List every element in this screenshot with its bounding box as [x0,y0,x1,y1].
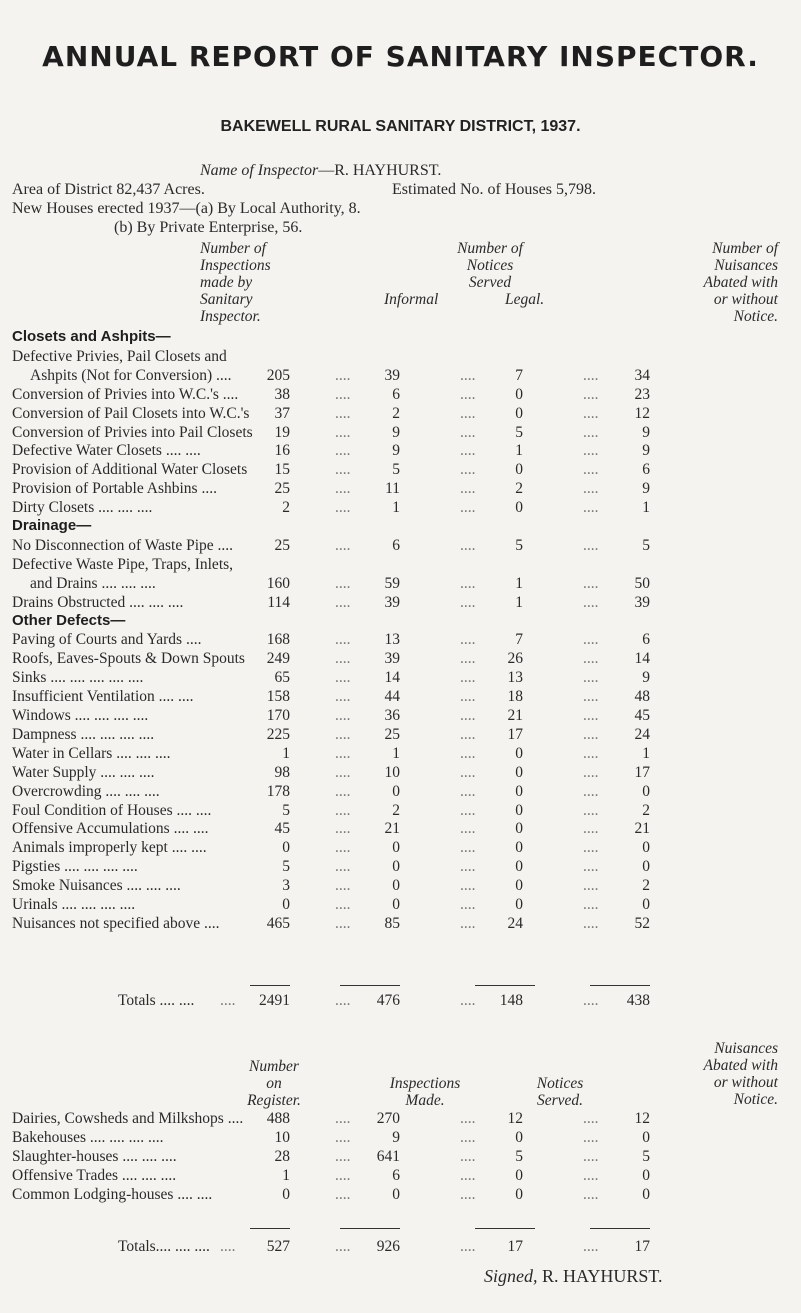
table-row: Dairies, Cowsheds and Milkshops .... 488 .... 270 .... 12 .... 12 [12,1110,650,1127]
table-row: Animals improperly kept .... .... 0 .... 0 .... 0 .... 0 [12,839,650,857]
table-row: Dirty Closets .... .... .... 2 .... 1 .... 0 .... 1 [12,499,650,517]
row-label: Provision of Portable Ashbins .... [12,480,217,498]
section-title: Other Defects— [12,611,126,629]
cell-value: 98 [274,763,290,781]
table-row: Overcrowding .... .... .... 178 .... 0 .... 0 .... 0 [12,782,650,800]
table-row: Conversion of Pail Closets into W.C.'s 37 .... 2 .... 0 .... 12 [12,404,650,422]
row-label: Animals improperly kept .... .... [12,839,207,857]
cell-value: 34 [634,366,650,384]
row-label: Defective Privies, Pail Closets and [12,347,227,365]
table-row: No Disconnection of Waste Pipe .... 25 .... 6 .... 5 .... 5 [12,536,650,554]
cell-value: 0 [642,1186,650,1203]
table-row: Defective Water Closets .... .... 16 .... 9 .... 1 .... 9 [12,442,650,460]
row-label: Pigsties .... .... .... .... [12,858,138,876]
cell-value: 14 [634,650,650,668]
cell-value: 0 [282,896,290,913]
cell-value: 2 [392,801,400,819]
cell-value: 158 [266,688,290,706]
header-notices-served: Notices Served. [536,1075,584,1109]
cell-value: 0 [392,839,400,857]
cell-value: 10 [384,763,400,781]
table-row: Water Supply .... .... .... 98 .... 10 .... 0 .... 17 [12,763,650,781]
cell-value: 0 [642,839,650,857]
row-label: Dairies, Cowsheds and Milkshops .... [12,1110,244,1127]
cell-value: 9 [392,423,400,441]
header-inspections: Number of Inspections made by Sanitary Inspector. [200,240,271,325]
signed-name: R. HAYHURST. [542,1266,663,1286]
row-label: Slaughter-houses .... .... .... [12,1148,177,1165]
row-label: Common Lodging-houses .... .... [12,1186,213,1203]
rule [250,985,290,986]
cell-value: 6 [392,385,400,403]
cell-value: 0 [282,1186,290,1203]
row-label: and Drains .... .... .... [30,574,156,592]
cell-value: 2 [642,801,650,819]
cell-value: 65 [274,669,290,687]
cell-value: 11 [385,480,400,498]
cell-value: 0 [515,744,523,762]
table-row [0,348,801,368]
cell-value: 160 [266,574,290,592]
row-label: Roofs, Eaves-Spouts & Down Spouts [12,650,245,668]
cell-value: 25 [384,725,400,743]
table-row [0,556,801,576]
header-notices: Number of Notices Served [457,240,523,291]
cell-value: 225 [266,725,290,743]
row-label: Defective Water Closets .... .... [12,442,201,460]
cell-value: 1 [515,442,523,460]
header-nuisances: Number of Nuisances Abated with or without Notice. [703,240,778,325]
cell-value: 45 [274,820,290,838]
cell-value: 1 [642,744,650,762]
cell-value: 2 [515,480,523,498]
table-row: Paving of Courts and Yards .... 168 .... 13 .... 7 .... 6 [12,631,650,649]
cell-value: 270 [376,1110,400,1127]
cell-value: 168 [266,631,290,649]
area-line: Area of District 82,437 Acres. [12,181,205,198]
cell-value: 0 [515,820,523,838]
cell-value: 1 [515,593,523,611]
new-houses-b: (b) By Private Enterprise, 56. [114,219,303,236]
table-row: Foul Condition of Houses .... .... 5 .... 2 .... 0 .... 2 [12,801,650,819]
row-label: Conversion of Privies into W.C.'s .... [12,385,239,403]
cell-value: 50 [634,574,650,592]
cell-value: 5 [642,1148,650,1165]
section-title: Closets and Ashpits— [12,328,171,345]
cell-value: 0 [515,1186,523,1203]
cell-value: 9 [642,669,650,687]
table-row: Nuisances not specified above .... 465 .... 85 .... 24 .... 52 [12,914,650,932]
cell-value: 25 [274,536,290,554]
cell-value: 0 [642,1129,650,1146]
cell-value: 39 [384,366,400,384]
cell-value: 249 [266,650,290,668]
row-label: Water Supply .... .... .... [12,763,155,781]
cell-value: 1 [392,744,400,762]
row-label: Urinals .... .... .... .... [12,896,136,913]
totals-row-1: Totals .... .... .... 2491 .... 476 .... 148 .... 438 [118,992,650,1009]
cell-value: 6 [392,536,400,554]
row-label: Offensive Trades .... .... .... [12,1167,177,1184]
cell-value: 0 [642,896,650,913]
cell-value: 0 [515,858,523,876]
cell-value: 45 [634,707,650,724]
cell-value: 114 [267,593,290,611]
inspector-name: —R. HAYHURST. [318,162,442,179]
cell-value: 12 [634,404,650,422]
cell-value: 0 [515,763,523,781]
rule [475,1228,535,1229]
cell-value: 9 [642,442,650,460]
header-register: Number on Register. [247,1058,301,1109]
cell-value: 1 [642,499,650,517]
cell-value: 9 [392,442,400,460]
row-label: Bakehouses .... .... .... .... [12,1129,164,1146]
cell-value: 39 [634,593,650,611]
cell-value: 2 [392,404,400,422]
header-legal: Legal. [505,291,545,308]
cell-value: 9 [642,423,650,441]
cell-value: 0 [642,1167,650,1184]
cell-value: 7 [515,631,523,649]
cell-value: 178 [266,782,290,800]
cell-value: 0 [392,896,400,913]
cell-value: 0 [515,801,523,819]
cell-value: 488 [266,1110,290,1127]
cell-value: 7 [515,366,523,384]
cell-value: 21 [634,820,650,838]
table-row: Common Lodging-houses .... .... 0 .... 0 .... 0 .... 0 [12,1186,650,1203]
cell-value: 6 [392,1167,400,1184]
cell-value: 0 [282,839,290,857]
row-label: Foul Condition of Houses .... .... [12,801,212,819]
header-nuisances-abated: Nuisances Abated with or without Notice. [703,1040,778,1108]
table-row: and Drains .... .... .... 160 .... 59 .... 1 .... 50 [30,574,650,592]
cell-value: 26 [507,650,523,668]
rule [340,985,400,986]
cell-value: 10 [274,1129,290,1146]
table-row: Pigsties .... .... .... .... 5 .... 0 .... 0 .... 0 [12,858,650,876]
cell-value: 24 [634,725,650,743]
row-label: Conversion of Privies into Pail Closets [12,423,253,441]
cell-value: 44 [384,688,400,706]
cell-value: 0 [642,782,650,800]
cell-value: 59 [384,574,400,592]
cell-value: 25 [274,480,290,498]
row-label: Windows .... .... .... .... [12,707,149,724]
rule [475,985,535,986]
cell-value: 0 [392,877,400,895]
cell-value: 36 [384,707,400,724]
cell-value: 1 [392,499,400,517]
cell-value: 38 [274,385,290,403]
cell-value: 1 [282,1167,290,1184]
cell-value: 0 [392,858,400,876]
cell-value: 5 [282,858,290,876]
row-label: Defective Waste Pipe, Traps, Inlets, [12,555,234,573]
cell-value: 24 [507,914,523,932]
table-row: Dampness .... .... .... .... 225 .... 25 .... 17 .... 24 [12,725,650,743]
table-row: Urinals .... .... .... .... 0 .... 0 .... 0 .... 0 [12,896,650,913]
cell-value: 9 [392,1129,400,1146]
table-row: Conversion of Privies into W.C.'s .... 38 .... 6 .... 0 .... 23 [12,385,650,403]
cell-value: 5 [515,1148,523,1165]
table-row: Insufficient Ventilation .... .... 158 .... 44 .... 18 .... 48 [12,688,650,706]
table-row: Smoke Nuisances .... .... .... 3 .... 0 .... 0 .... 2 [12,877,650,895]
cell-value: 28 [274,1148,290,1165]
table-row: Bakehouses .... .... .... .... 10 .... 9 .... 0 .... 0 [12,1129,650,1146]
cell-value: 2 [282,499,290,517]
row-label: Dirty Closets .... .... .... [12,499,153,517]
cell-value: 5 [642,536,650,554]
cell-value: 0 [515,896,523,913]
header-inspections-made: Inspections Made. [389,1075,461,1109]
cell-value: 48 [634,688,650,706]
cell-value: 85 [384,914,400,932]
cell-value: 0 [392,782,400,800]
table-row: Offensive Accumulations .... .... 45 .... 21 .... 0 .... 21 [12,820,650,838]
row-label: Overcrowding .... .... .... [12,782,160,800]
cell-value: 170 [266,707,290,724]
cell-value: 13 [384,631,400,649]
cell-value: 14 [384,669,400,687]
district-subtitle: BAKEWELL RURAL SANITARY DISTRICT, 1937. [220,118,581,135]
table-row: Provision of Portable Ashbins .... 25 .... 11 .... 2 .... 9 [12,480,650,498]
row-label: Nuisances not specified above .... [12,914,220,932]
cell-value: 18 [507,688,523,706]
cell-value: 39 [384,650,400,668]
cell-value: 19 [274,423,290,441]
row-label: Conversion of Pail Closets into W.C.'s [12,404,250,422]
signed-label: Signed, [484,1266,538,1286]
cell-value: 0 [515,461,523,479]
table-row: Provision of Additional Water Closets 15 .... 5 .... 0 .... 6 [12,461,650,479]
cell-value: 205 [266,366,290,384]
row-label: Provision of Additional Water Closets [12,461,248,479]
cell-value: 17 [507,725,523,743]
totals-row-2: Totals.... .... .... .... 527 .... 926 .... 17 .... 17 [118,1238,650,1255]
row-label: Ashpits (Not for Conversion) .... [30,366,232,384]
cell-value: 465 [266,914,290,932]
cell-value: 5 [515,536,523,554]
inspector-line [200,162,441,180]
report-title: ANNUAL REPORT OF SANITARY INSPECTOR. [42,40,759,73]
header-informal: Informal [384,291,439,308]
table-row: Offensive Trades .... .... .... 1 .... 6 .... 0 .... 0 [12,1167,650,1184]
cell-value: 2 [642,877,650,895]
cell-value: 0 [515,782,523,800]
row-label: Drains Obstructed .... .... .... [12,593,184,611]
row-label: No Disconnection of Waste Pipe .... [12,536,234,554]
cell-value: 21 [507,707,523,724]
cell-value: 1 [282,744,290,762]
cell-value: 0 [515,839,523,857]
row-label: Water in Cellars .... .... .... [12,744,171,762]
houses-line: Estimated No. of Houses 5,798. [392,181,596,198]
cell-value: 17 [634,763,650,781]
table-row: Drains Obstructed .... .... .... 114 .... 39 .... 1 .... 39 [12,593,650,611]
cell-value: 15 [274,461,290,479]
cell-value: 0 [642,858,650,876]
cell-value: 9 [642,480,650,498]
cell-value: 5 [515,423,523,441]
new-houses-a: New Houses erected 1937—(a) By Local Authority, 8. [12,200,361,217]
cell-value: 5 [282,801,290,819]
cell-value: 23 [634,385,650,403]
cell-value: 12 [634,1110,650,1127]
cell-value: 6 [642,461,650,479]
cell-value: 0 [515,404,523,422]
cell-value: 0 [392,1186,400,1203]
cell-value: 16 [274,442,290,460]
rule [250,1228,290,1229]
rule [590,985,650,986]
section-title: Drainage— [12,517,92,534]
cell-value: 21 [384,820,400,838]
row-label: Smoke Nuisances .... .... .... [12,877,181,895]
cell-value: 39 [384,593,400,611]
rule [590,1228,650,1229]
table-row: Conversion of Privies into Pail Closets 19 .... 9 .... 5 .... 9 [12,423,650,441]
cell-value: 0 [515,1129,523,1146]
cell-value: 5 [392,461,400,479]
cell-value: 1 [515,574,523,592]
cell-value: 6 [642,631,650,649]
row-label: Offensive Accumulations .... .... [12,820,209,838]
cell-value: 0 [515,385,523,403]
cell-value: 3 [282,877,290,895]
row-label: Sinks .... .... .... .... .... [12,669,144,687]
cell-value: 641 [376,1148,400,1165]
cell-value: 0 [515,499,523,517]
table-row: Slaughter-houses .... .... .... 28 .... 641 .... 5 .... 5 [12,1148,650,1165]
row-label: Paving of Courts and Yards .... [12,631,202,649]
table-row: Water in Cellars .... .... .... 1 .... 1 .... 0 .... 1 [12,744,650,762]
cell-value: 13 [507,669,523,687]
table-row: Ashpits (Not for Conversion) .... 205 .... 39 .... 7 .... 34 [30,366,650,384]
cell-value: 52 [634,914,650,932]
cell-value: 37 [274,404,290,422]
table-row: Roofs, Eaves-Spouts & Down Spouts 249 .... 39 .... 26 .... 14 [12,650,650,668]
table-row: Windows .... .... .... .... 170 .... 36 .... 21 .... 45 [12,707,650,724]
cell-value: 12 [507,1110,523,1127]
rule [340,1228,400,1229]
row-label: Insufficient Ventilation .... .... [12,688,194,706]
table-row: Sinks .... .... .... .... .... 65 .... 14 .... 13 .... 9 [12,669,650,687]
cell-value: 0 [515,877,523,895]
row-label: Dampness .... .... .... .... [12,725,155,743]
signature [484,1266,663,1287]
cell-value: 0 [515,1167,523,1184]
inspector-label: Name of Inspector [200,162,319,179]
